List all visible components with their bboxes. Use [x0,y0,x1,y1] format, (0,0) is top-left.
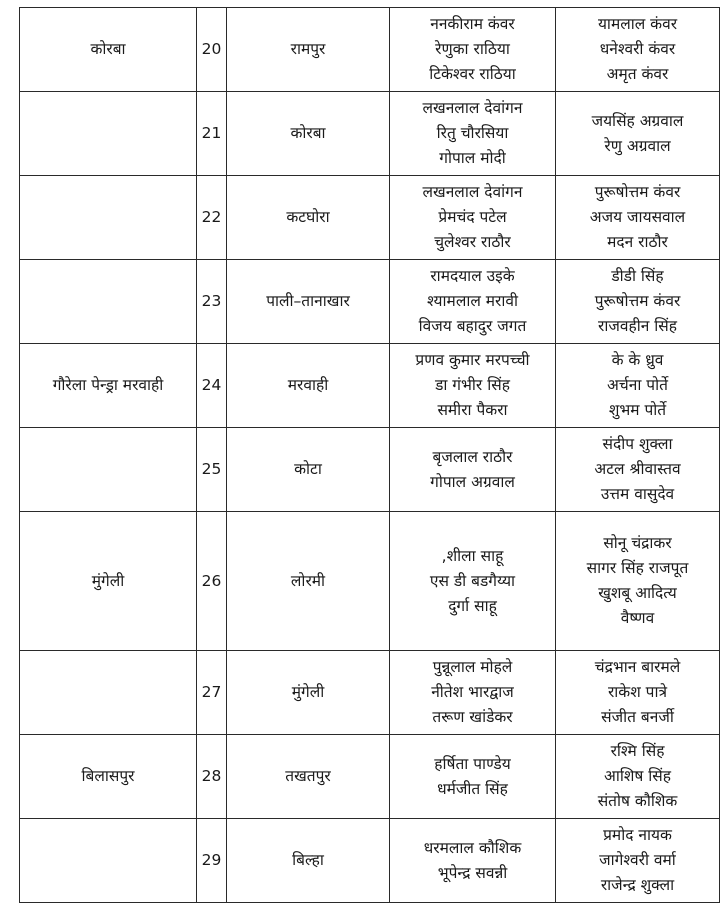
names-a-cell [390,819,556,903]
serial-number-cell: 23 [197,260,227,344]
constituency-cell: कटघोरा [227,176,390,260]
district-cell [20,428,197,512]
name-line: एस डी बडगैय्या [429,571,516,590]
district-cell [20,651,197,735]
names-b-cell [556,428,720,512]
district-cell: कोरबा [20,8,197,92]
name-line: संदीप शुक्ला [602,435,673,453]
table-row [20,176,720,260]
constituency-cell: लोरमी [227,512,390,651]
name-line: टिकेश्वर राठिया [429,65,516,83]
table-row [20,8,720,92]
district-cell: बिलासपुर [20,735,197,819]
district-cell [20,92,197,176]
name-line: रेणुका राठिया [435,40,510,58]
name-line: आशिष सिंह [603,767,671,785]
serial-number-cell: 22 [197,176,227,260]
name-line: नीतेश भारद्वाज [431,683,514,701]
serial-number-cell: 28 [197,735,227,819]
name-line: प्रमोद नायक [603,826,672,844]
name-line: भूपेन्द्र सवन्नी [437,863,508,882]
name-line: विजय बहादुर जगत [418,317,527,335]
name-line: मदन राठौर [607,233,668,251]
name-line: अर्चना पोर्ते [607,376,668,394]
names-b-cell [556,92,720,176]
name-line: ,शीला साहू [441,546,504,565]
name-line: लखनलाल देवांगन [422,99,523,117]
name-line: हर्षिता पाण्डेय [434,754,511,773]
names-a-cell [390,651,556,735]
name-line: रश्मि सिंह [610,742,665,760]
names-a-cell [390,512,556,651]
serial-number-cell: 24 [197,344,227,428]
constituency-cell: कोटा [227,428,390,512]
district-cell: गौरेला पेन्ड्रा मरवाही [20,344,197,428]
name-line: राजेन्द्र शुक्ला [600,876,675,894]
name-line: वैष्णव [620,609,655,627]
table-row [20,92,720,176]
names-b-cell [556,735,720,819]
names-b-cell [556,651,720,735]
serial-number-cell: 20 [197,8,227,92]
name-line: दुर्गा साहू [448,596,497,615]
name-line: तरूण खांडेकर [432,708,513,726]
constituency-cell: कोरबा [227,92,390,176]
name-line: पुन्नूलाल मोहले [432,658,513,676]
name-line: प्रेमचंद पटेल [438,208,507,226]
name-line: रेणु अग्रवाल [604,136,671,155]
name-line: गोपाल मोदी [439,149,506,167]
constituency-cell: बिल्हा [227,819,390,903]
table-row [20,735,720,819]
serial-number-cell: 26 [197,512,227,651]
names-b-cell [556,344,720,428]
names-a-cell [390,428,556,512]
name-line: डीडी सिंह [611,267,664,285]
name-line: पुरूषोत्तम कंवर [594,183,681,201]
constituency-cell: मुंगेली [227,651,390,735]
name-line: राकेश पात्रे [607,683,668,701]
name-line: जागेश्वरी वर्मा [599,851,676,869]
name-line: जयसिंह अग्रवाल [591,111,684,130]
name-line: उत्तम वासुदेव [600,485,675,503]
table-body [20,8,720,903]
names-b-cell [556,512,720,651]
table-row [20,344,720,428]
names-b-cell [556,260,720,344]
names-a-cell [390,260,556,344]
name-line: खुशबू आदित्य [598,584,677,602]
name-line: अजय जायसवाल [589,208,686,226]
name-line: के के ध्रुव [611,351,664,369]
name-line: डा गंभीर सिंह [435,376,510,394]
name-line: रामदयाल उइके [430,267,515,285]
names-b-cell [556,176,720,260]
name-line: समीरा पैकरा [437,401,508,419]
district-cell: मुंगेली [20,512,197,651]
name-line: सोनू चंद्राकर [603,534,672,552]
names-a-cell [390,176,556,260]
name-line: धर्मजीत सिंह [437,779,508,798]
table-row [20,819,720,903]
name-line: अटल श्रीवास्तव [594,460,681,478]
constituency-cell: मरवाही [227,344,390,428]
name-line: प्रणव कुमार मरपच्ची [415,351,530,369]
name-line: संतोष कौशिक [597,792,678,810]
constituency-cell: रामपुर [227,8,390,92]
name-line: श्यामलाल मरावी [426,292,519,310]
table-row [20,651,720,735]
name-line: चुलेश्वर राठौर [434,233,511,251]
serial-number-cell: 25 [197,428,227,512]
table-row [20,260,720,344]
name-line: चंद्रभान बारमले [594,658,681,676]
name-line: रितु चौरसिया [436,124,509,142]
name-line: यामलाल कंवर [597,15,678,33]
serial-number-cell: 27 [197,651,227,735]
name-line: बृजलाल राठौर [432,447,513,466]
table-row [20,512,720,651]
names-b-cell [556,8,720,92]
district-cell [20,176,197,260]
serial-number-cell: 21 [197,92,227,176]
candidates-table [19,7,720,903]
table-row [20,428,720,512]
names-a-cell [390,344,556,428]
name-line: पुरूषोत्तम कंवर [594,292,681,310]
name-line: संजीत बनर्जी [601,708,674,726]
names-a-cell [390,92,556,176]
name-line: शुभम पोर्ते [608,401,667,419]
name-line: गोपाल अग्रवाल [430,472,515,491]
name-line: धरमलाल कौशिक [423,838,522,857]
names-b-cell [556,819,720,903]
name-line: अमृत कंवर [606,65,669,83]
constituency-cell: तखतपुर [227,735,390,819]
name-line: सागर सिंह राजपूत [586,559,689,577]
name-line: राजवहीन सिंह [598,317,677,335]
constituency-cell: पाली–तानाखार [227,260,390,344]
serial-number-cell: 29 [197,819,227,903]
name-line: लखनलाल देवांगन [422,183,523,201]
district-cell [20,260,197,344]
names-a-cell [390,735,556,819]
name-line: धनेश्वरी कंवर [599,40,676,58]
name-line: ननकीराम कंवर [430,15,515,33]
names-a-cell [390,8,556,92]
district-cell [20,819,197,903]
